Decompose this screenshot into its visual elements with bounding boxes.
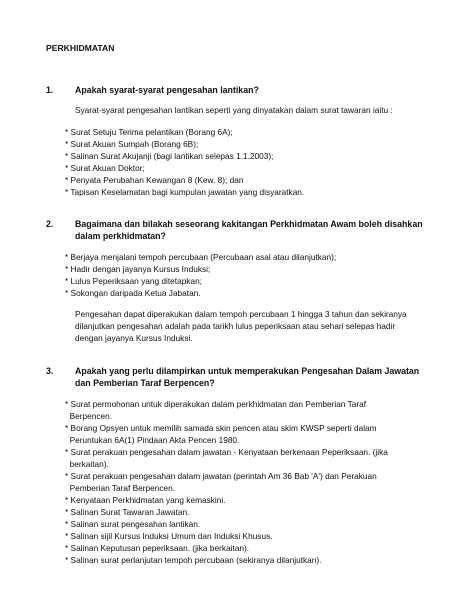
list-item: * Surat perakuan pengesahan dalam jawatan (perintah Am 36 Bab 'A') dan Perakuan [65,471,377,481]
list-item: * Surat Setuju Terima pelantikan (Borang 6A); [65,127,233,137]
question-1-intro: Syarat-syarat pengesahan lantikan seperti yang dinyatakan dalam surat tawaran iaitu : [75,105,393,115]
list-item-continuation: Peruntukan 6A(1) Pindaan Akta Pencen 1980. [65,435,240,445]
list-item: * Lulus Peperiksaan yang ditetapkan; [65,276,202,286]
question-1-title: Apakah syarat-syarat pengesahan lantikan? [75,85,259,95]
list-item: * Surat permohonan untuk diperakukan dalam perkhidmatan dan Pemberian Taraf [65,399,367,409]
list-item: * Surat Akuan Doktor; [65,163,145,173]
list-item: * Tapisan Keselamatan bagi kumpulan jawatan yang disyaratkan. [65,187,305,197]
list-item: * Penyata Perubahan Kewangan 8 (Kew. 8); dan [65,175,244,185]
paragraph-line: dilanjutkan pengesahan adalah pada tarikh lulus peperiksaan atau sehari selepas hadir [75,321,396,331]
page-heading: PERKHIDMATAN [46,43,115,53]
question-2-number: 2. [46,219,54,229]
list-item: * Kenyataan Perkhidmatan yang kemaskini. [65,495,226,505]
question-1-number: 1. [46,85,54,95]
paragraph-line: Pengesahan dapat diperakukan dalam tempoh percubaan 1 hingga 3 tahun dan sekiranya [75,309,407,319]
question-3-title-line2: dan Pemberian Taraf Berpencen? [75,378,215,388]
list-item: * Salinan Surat Akujanji (bagi lantikan selepas 1.1.2003); [65,151,274,161]
list-item: * Hadir dengan jayanya Kursus Induksi; [65,264,211,274]
list-item-continuation: Pemberian Taraf Berpencen. [65,483,176,493]
question-3-title-line1: Apakah yang perlu dilampirkan untuk memperakukan Pengesahan Dalam Jawatan [75,366,420,376]
paragraph-line: dengan jayanya Kursus Induksi. [75,333,193,343]
list-item: * Salinan Surat Tawaran Jawatan. [65,507,190,517]
list-item-continuation: berkaitan). [65,459,109,469]
list-item: * Sokongan daripada Ketua Jabatan. [65,288,201,298]
list-item: * Salinan sijil Kursus Induksi Umum dan Induksi Khusus. [65,531,273,541]
question-2-title-line2: dalam perkhidmatan? [75,231,166,241]
list-item-continuation: Berpencen. [65,411,113,421]
question-3-number: 3. [46,366,54,376]
question-2-title-line1: Bagaimana dan bilakah seseorang kakitangan Perkhidmatan Awam boleh disahkan [75,219,423,229]
list-item: * Salinan surat perlanjutan tempoh percubaan (sekiranya dilanjutkan). [65,555,322,565]
list-item: * Surat perakuan pengesahan dalam jawatan - Kenyataan berkenaan Peperiksaan. (jika [65,447,388,457]
list-item: * Salinan surat pengesahan lantikan. [65,519,201,529]
list-item: * Salinan Keputusan peperiksaan. (jika berkaitan). [65,543,250,553]
list-item: * Berjaya menjalani tempoh percubaan (Percubaan asal atau dilanjutkan); [65,252,337,262]
list-item: * Borang Opsyen untuk memilih samada skin pencen atau skim KWSP seperti dalam [65,423,377,433]
list-item: * Surat Akuan Sumpah (Borang 6B); [65,139,199,149]
